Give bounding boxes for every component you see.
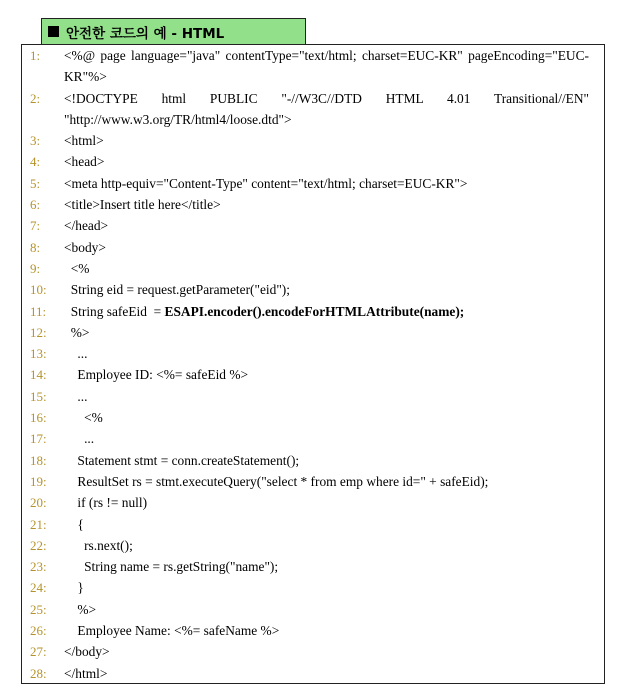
line-code [64,556,589,577]
line-number: 18: [30,452,47,468]
line-text: String name = rs.getString("name"); [64,559,279,575]
code-line [22,237,604,258]
line-number: 24: [30,580,47,596]
code-line [22,641,604,662]
line-number: 2: [30,90,41,106]
line-code [64,237,589,258]
code-line [22,301,604,322]
code-line [22,279,604,300]
line-text: <%@ page language="java" contentType="text/html; charset=EUC-KR" pageEncoding="EUC-KR"%> [64,48,589,85]
line-number: 26: [30,623,47,639]
line-code [64,343,589,364]
line-number: 10: [30,282,47,298]
line-code [64,471,589,492]
line-code [64,151,589,172]
line-code [64,407,589,428]
line-text: %> [64,324,90,340]
line-code [64,450,589,471]
line-text: <head> [64,154,105,170]
code-line [22,492,604,513]
line-text: Statement stmt = conn.createStatement(); [64,452,300,468]
line-code [64,577,589,598]
line-text: Employee Name: <%= safeName %> [64,623,280,639]
code-line [22,386,604,407]
line-text: { [64,516,84,532]
line-number: 11: [30,303,47,319]
line-text: Employee ID: <%= safeEid %> [64,367,249,383]
line-text: } [64,580,84,596]
line-text: </body> [64,644,110,660]
line-number: 1: [30,48,41,63]
line-text-bold: ESAPI.encoder().encodeForHTMLAttribute(name); [164,303,465,319]
line-text: <% [64,260,90,276]
line-code [64,428,589,449]
line-code [64,88,589,131]
code-line [22,215,604,236]
line-code [64,279,589,300]
line-code [64,386,589,407]
square-bullet-icon [48,26,59,37]
line-code [64,194,589,215]
line-number: 27: [30,644,47,660]
line-number: 21: [30,516,47,532]
line-number: 5: [30,175,41,191]
line-code [64,492,589,513]
line-number: 14: [30,367,47,383]
line-number: 28: [30,665,47,681]
line-code [64,641,589,662]
code-line [22,620,604,641]
code-line [22,343,604,364]
line-text: ... [64,346,88,362]
line-number: 16: [30,410,47,426]
code-line [22,407,604,428]
code-line [22,535,604,556]
line-text: </html> [64,665,108,681]
code-line [22,45,604,88]
line-code [64,535,589,556]
line-text: <meta http-equiv="Content-Type" content="text/html; charset=EUC-KR"> [64,175,468,191]
code-line [22,663,604,684]
line-number: 8: [30,239,41,255]
line-code [64,301,589,322]
code-line [22,577,604,598]
line-text: ... [64,388,88,404]
code-line [22,173,604,194]
line-text: <body> [64,239,106,255]
line-number: 4: [30,154,41,170]
line-text: rs.next(); [64,537,133,553]
code-line [22,556,604,577]
line-number: 6: [30,197,41,213]
line-number: 25: [30,601,47,617]
line-number: 19: [30,473,47,489]
line-code [64,130,589,151]
line-text: String eid = request.getParameter("eid"); [64,282,290,298]
line-text: <title>Insert title here</title> [64,197,221,213]
code-line [22,88,604,131]
line-number: 7: [30,218,41,234]
line-number: 9: [30,260,41,276]
line-text: </head> [64,218,109,234]
line-number: 12: [30,324,47,340]
line-code [64,322,589,343]
code-line [22,364,604,385]
line-code [64,663,589,684]
code-line [22,514,604,535]
line-number: 17: [30,431,47,447]
line-text: ResultSet rs = stmt.executeQuery("select * from emp where id=" + safeEid); [64,473,489,489]
line-number: 13: [30,346,47,362]
line-number: 22: [30,537,47,553]
line-code [64,258,589,279]
code-line [22,194,604,215]
code-line [22,151,604,172]
code-lines [22,45,604,684]
line-number: 20: [30,495,47,511]
line-number: 23: [30,559,47,575]
line-code [64,215,589,236]
line-text: %> [64,601,97,617]
code-line [22,130,604,151]
line-number: 15: [30,388,47,404]
line-code [64,173,589,194]
line-number: 3: [30,133,41,149]
code-line [22,599,604,620]
section-title-text: 안전한 코드의 예 - HTML [66,25,225,42]
code-line [22,428,604,449]
line-text: String safeEid = [64,303,165,319]
line-text: if (rs != null) [64,495,148,511]
section-title [41,18,306,44]
code-line [22,450,604,471]
line-code [64,45,589,88]
line-code [64,364,589,385]
line-text: ... [64,431,95,447]
line-code [64,620,589,641]
code-line [22,471,604,492]
line-code [64,599,589,620]
line-text: <html> [64,133,104,149]
code-line [22,258,604,279]
line-text: <% [64,410,103,426]
code-listing [21,44,605,684]
line-text: <!DOCTYPE html PUBLIC "-//W3C//DTD HTML 4.01 Transitional//EN" "http://www.w3.org/TR/html4/loose.dtd"> [64,90,589,127]
code-line [22,322,604,343]
line-code [64,514,589,535]
